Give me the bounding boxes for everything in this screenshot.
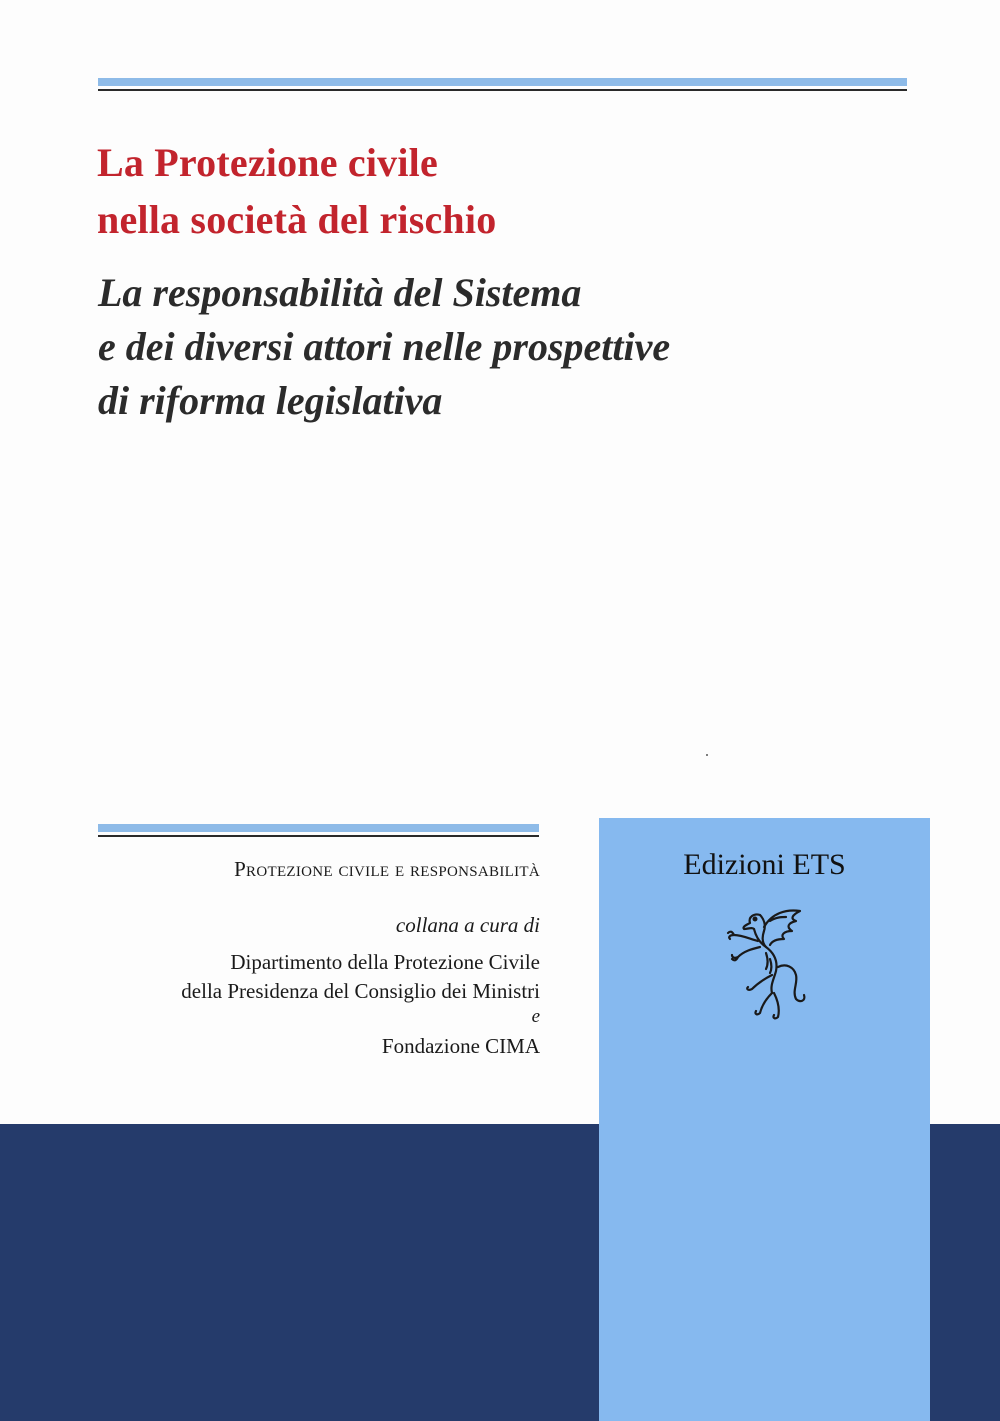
- book-title-line-1: La Protezione civile: [97, 140, 438, 185]
- series-editor-second: Fondazione CIMA: [381, 1034, 540, 1058]
- series-name: Protezione civile e responsabilità: [234, 857, 540, 881]
- print-speck: [706, 754, 708, 756]
- book-subtitle: [98, 266, 918, 428]
- series-editor-line-2: della Presidenza del Consiglio dei Ministri: [181, 979, 540, 1003]
- series-editor-line-1: Dipartimento della Protezione Civile: [230, 950, 540, 974]
- book-title-line-2: nella società del rischio: [97, 197, 497, 242]
- book-subtitle-line-2: e dei diversi attori nelle prospettive: [98, 324, 671, 369]
- series-info: [60, 852, 540, 1061]
- publisher-name: Edizioni ETS: [683, 848, 846, 881]
- griffin-icon: [720, 905, 812, 1023]
- book-title: [97, 134, 897, 248]
- series-curated-by: collana a cura di: [395, 913, 540, 937]
- series-conjunction: e: [531, 1006, 540, 1027]
- book-subtitle-line-3: di riforma legislativa: [98, 378, 443, 423]
- series-rule-black: [98, 835, 539, 837]
- top-rule-blue: [98, 78, 907, 86]
- series-rule-blue: [98, 824, 539, 832]
- book-subtitle-line-1: La responsabilità del Sistema: [98, 270, 582, 315]
- top-rule-black: [98, 89, 907, 91]
